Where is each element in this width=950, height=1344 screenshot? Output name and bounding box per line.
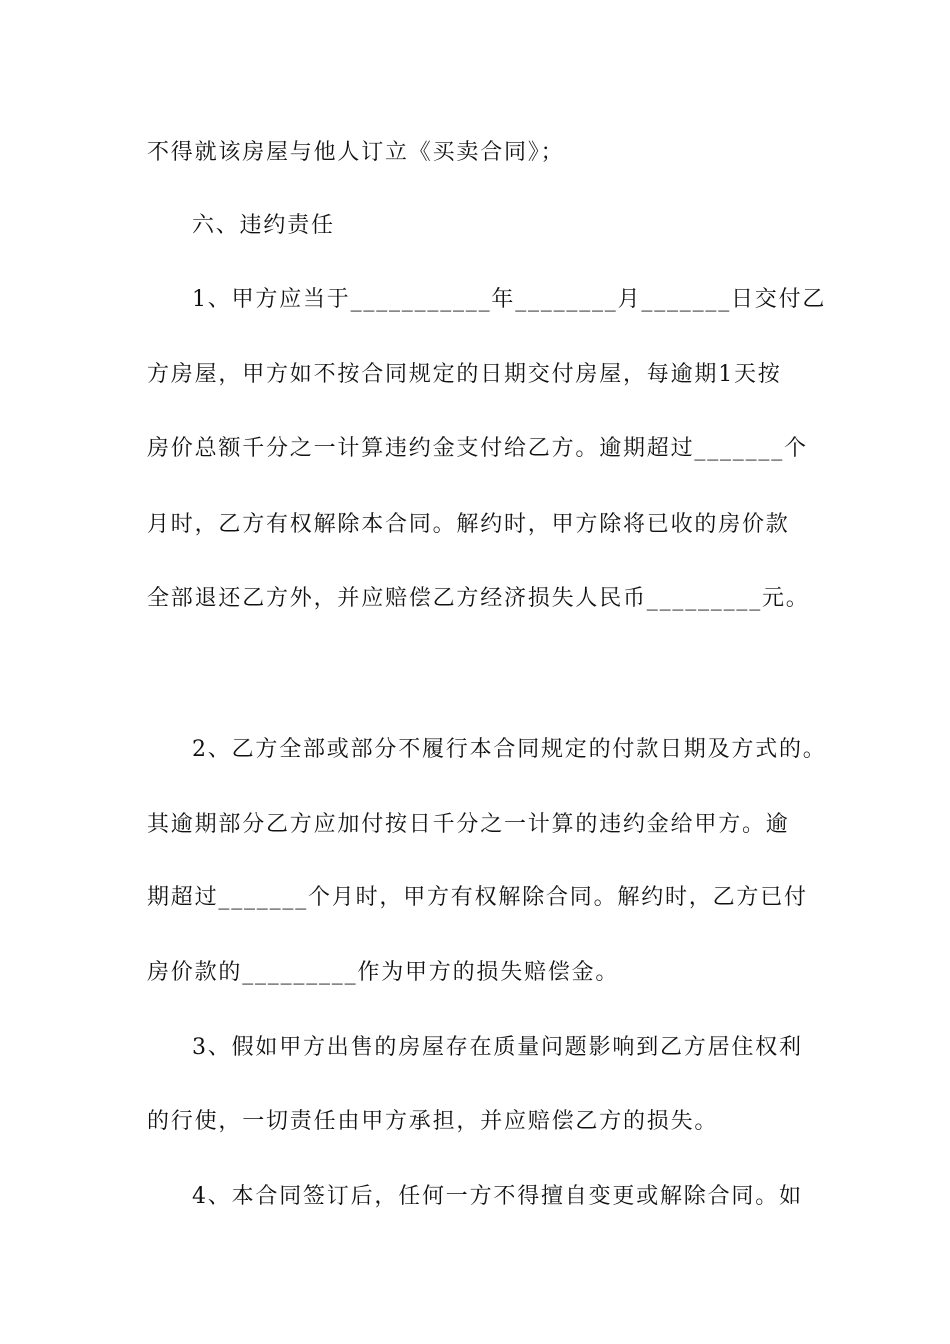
text-line: 房价款的_________作为甲方的损失赔偿金。 bbox=[147, 960, 620, 985]
text-line: 期超过_______个月时，甲方有权解除合同。解约时，乙方已付 bbox=[147, 885, 808, 910]
text-line: 2、乙方全部或部分不履行本合同规定的付款日期及方式的。 bbox=[192, 737, 827, 762]
text-line: 不得就该房屋与他人订立《买卖合同》； bbox=[147, 140, 565, 165]
text-line: 方房屋，甲方如不按合同规定的日期交付房屋，每逾期1天按 bbox=[147, 362, 782, 387]
text-line: 4、本合同签订后，任何一方不得擅自变更或解除合同。如 bbox=[192, 1184, 803, 1209]
text-line: 其逾期部分乙方应加付按日千分之一计算的违约金给甲方。逾 bbox=[147, 812, 790, 837]
text-line: 房价总额千分之一计算违约金支付给乙方。逾期超过_______个 bbox=[147, 436, 808, 461]
text-line: 月时，乙方有权解除本合同。解约时，甲方除将已收的房价款 bbox=[147, 512, 790, 537]
text-line: 3、假如甲方出售的房屋存在质量问题影响到乙方居住权利 bbox=[192, 1035, 803, 1060]
section-heading: 六、违约责任 bbox=[192, 213, 335, 238]
text-line: 1、甲方应当于___________年________月_______日交付乙 bbox=[192, 287, 827, 312]
text-line: 的行使，一切责任由甲方承担，并应赔偿乙方的损失。 bbox=[147, 1109, 719, 1134]
text-line: 全部退还乙方外，并应赔偿乙方经济损失人民币_________元。 bbox=[147, 586, 810, 611]
